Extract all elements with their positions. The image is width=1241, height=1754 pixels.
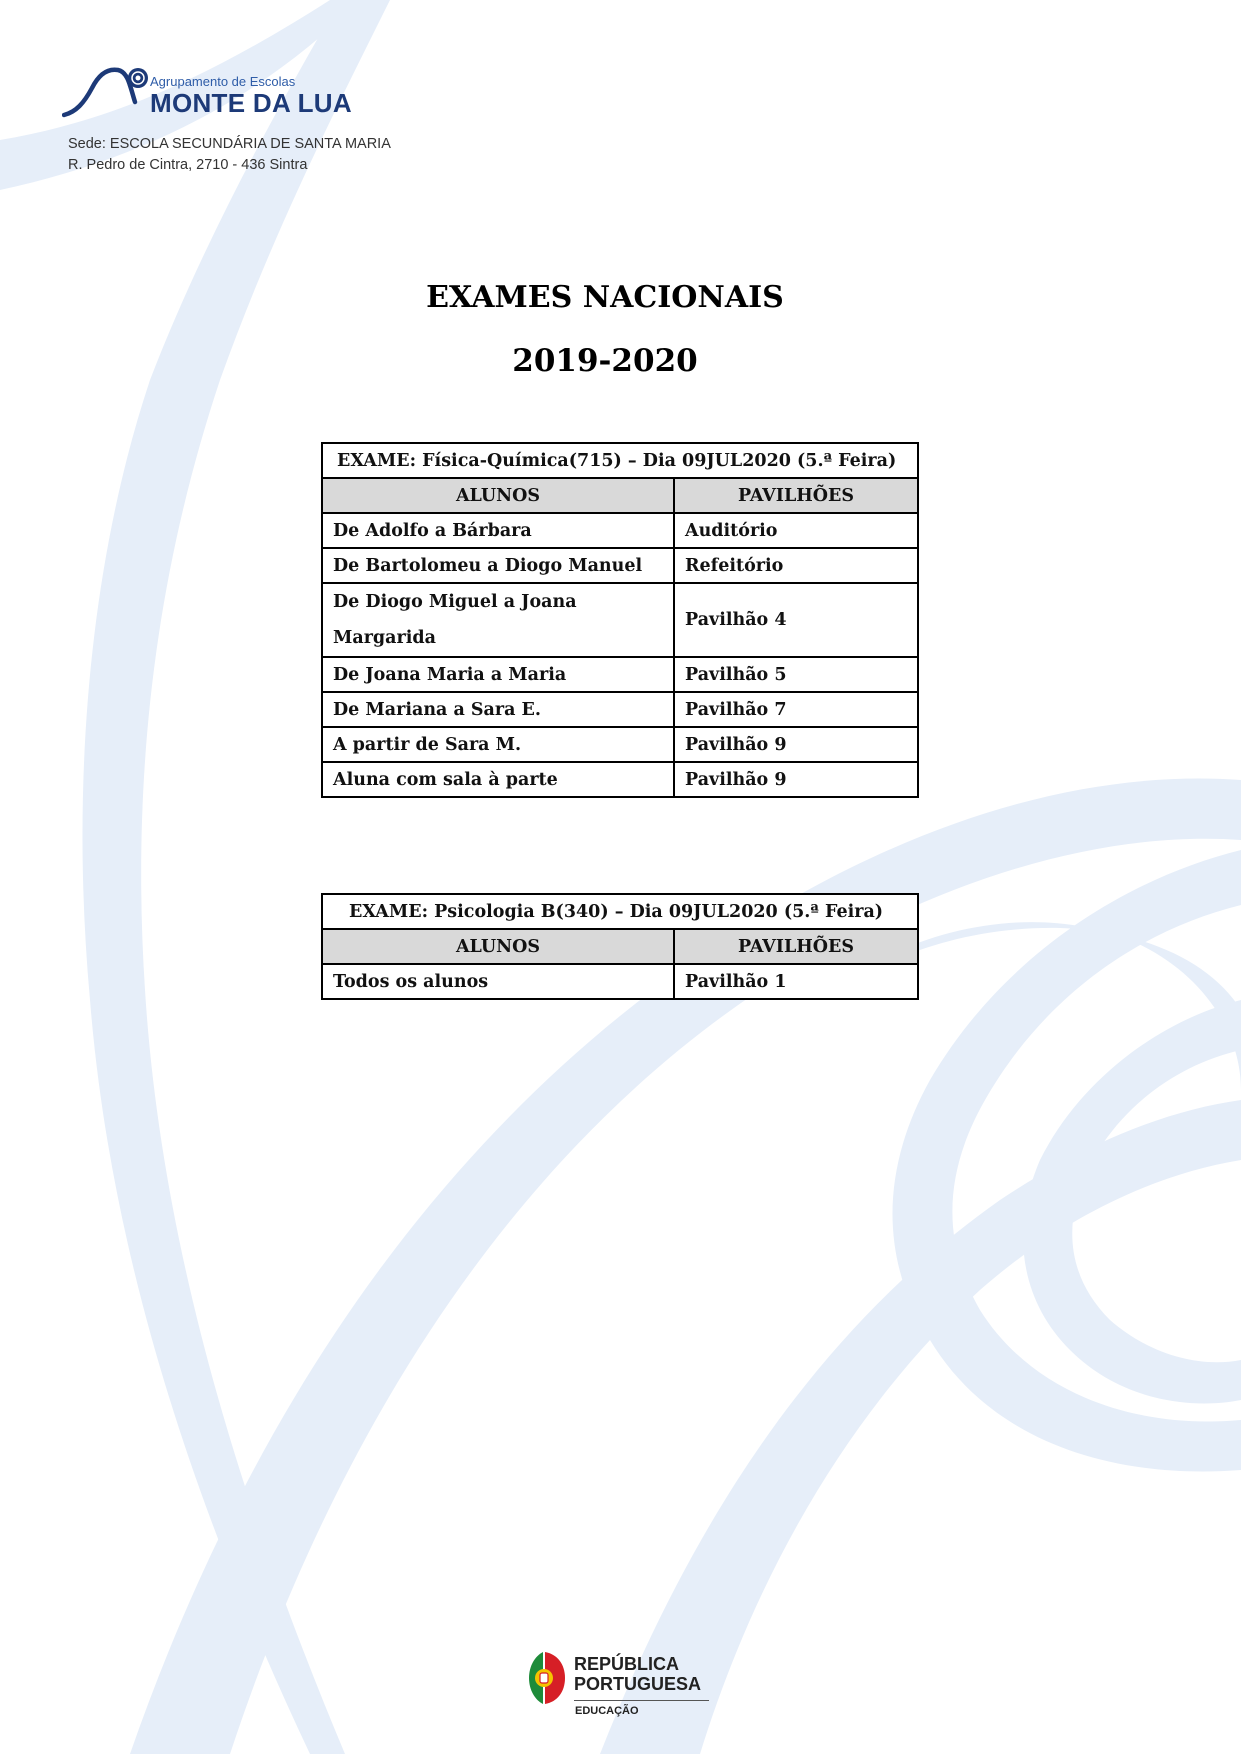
exam-table-fisica-quimica (321, 442, 919, 798)
table-row (322, 583, 918, 657)
pavilhao-cell: Refeitório (674, 548, 918, 583)
table-row (322, 513, 918, 548)
alunos-cell: Aluna com sala à parte (322, 762, 674, 797)
footer-ministry: EDUCAÇÃO (575, 1705, 639, 1717)
table-row (322, 548, 918, 583)
alunos-cell: A partir de Sara M. (322, 727, 674, 762)
pavilhao-cell: Auditório (674, 513, 918, 548)
moon-logo-icon (62, 58, 152, 120)
column-header-pavilhoes: PAVILHÕES (674, 478, 918, 513)
exam-table-psicologia (321, 893, 919, 1000)
alunos-cell: De Bartolomeu a Diogo Manuel (322, 548, 674, 583)
document-year: 2019-2020 (512, 343, 698, 379)
exam-caption: EXAME: Física-Química(715) – Dia 09JUL2020 (5.ª Feira) (322, 443, 918, 478)
table-row (322, 692, 918, 727)
school-address-line2: R. Pedro de Cintra, 2710 - 436 Sintra (68, 157, 308, 173)
table-header-row (322, 478, 918, 513)
alunos-cell-line1: De Diogo Miguel a Joana (333, 592, 577, 612)
pavilhao-cell: Pavilhão 9 (674, 762, 918, 797)
document-title: EXAMES NACIONAIS (426, 280, 784, 315)
alunos-cell: De Mariana a Sara E. (322, 692, 674, 727)
column-header-pavilhoes: PAVILHÕES (674, 929, 918, 964)
portuguese-flag-icon (527, 1650, 567, 1706)
pavilhao-cell: Pavilhão 1 (674, 964, 918, 999)
table-row (322, 657, 918, 692)
footer-line1: REPÚBLICA (574, 1654, 680, 1674)
exam-caption-row (322, 443, 918, 478)
footer-line2: PORTUGUESA (574, 1674, 702, 1694)
alunos-cell (322, 583, 674, 657)
logo-subtitle: Agrupamento de Escolas (150, 74, 296, 89)
pavilhao-cell: Pavilhão 4 (674, 583, 918, 657)
exam-caption: EXAME: Psicologia B(340) – Dia 09JUL2020 (5.ª Feira) (322, 894, 918, 929)
column-header-alunos: ALUNOS (322, 929, 674, 964)
table-row (322, 727, 918, 762)
table-row (322, 762, 918, 797)
table-row (322, 964, 918, 999)
school-address-line1: Sede: ESCOLA SECUNDÁRIA DE SANTA MARIA (68, 136, 391, 152)
alunos-cell: Todos os alunos (322, 964, 674, 999)
pavilhao-cell: Pavilhão 5 (674, 657, 918, 692)
alunos-cell: De Joana Maria a Maria (322, 657, 674, 692)
table-header-row (322, 929, 918, 964)
alunos-cell-line2: Margarida (333, 628, 436, 648)
pavilhao-cell: Pavilhão 9 (674, 727, 918, 762)
alunos-cell: De Adolfo a Bárbara (322, 513, 674, 548)
exam-caption-row (322, 894, 918, 929)
column-header-alunos: ALUNOS (322, 478, 674, 513)
pavilhao-cell: Pavilhão 7 (674, 692, 918, 727)
logo-name: MONTE DA LUA (150, 88, 352, 118)
footer-divider (574, 1700, 709, 1701)
